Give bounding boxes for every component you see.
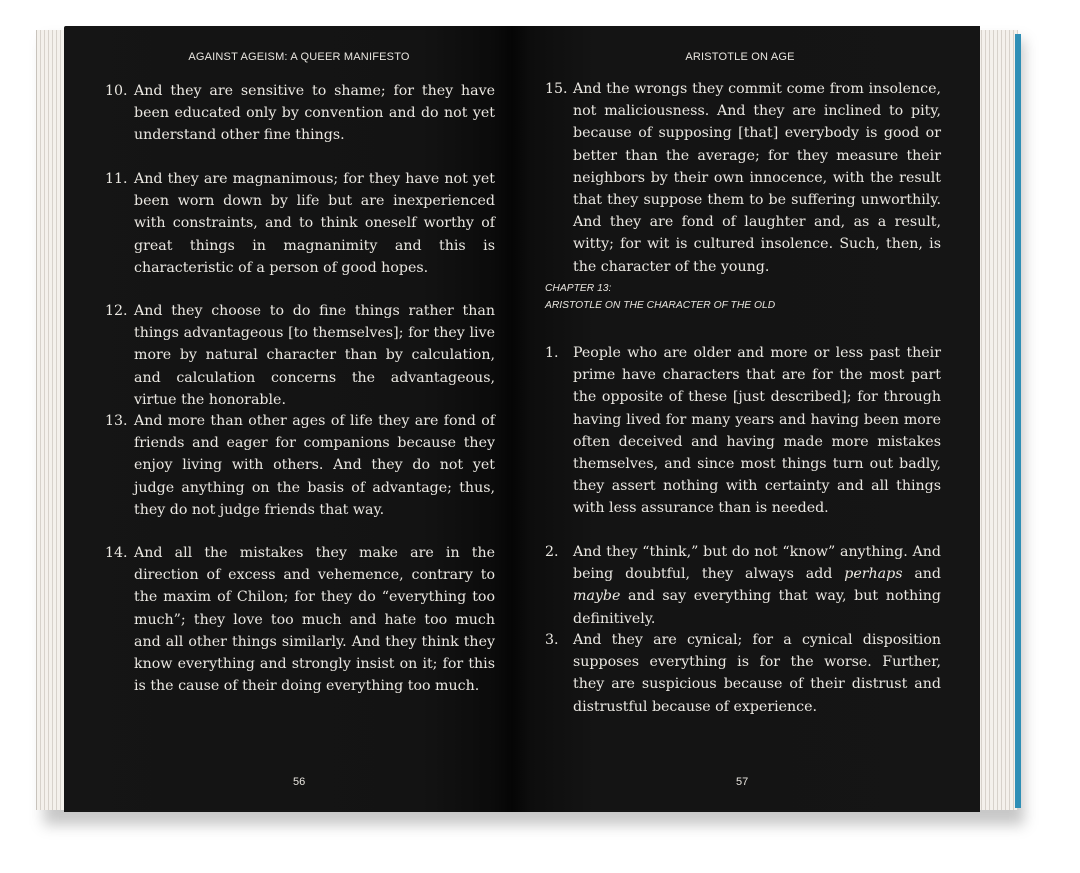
item-number: 14. bbox=[105, 545, 128, 561]
item-text: And they are magnanimous; for they have not yet been worn down by life but are inexperienced with constraints, and to think oneself worthy of great things in magnanimity and this is characteristic of a person of good hopes. bbox=[134, 171, 495, 276]
item-number: 10. bbox=[105, 83, 128, 99]
chapter-label: CHAPTER 13: bbox=[545, 283, 612, 294]
item-number: 1. bbox=[545, 345, 559, 361]
item-number: 15. bbox=[545, 81, 568, 97]
item-text: And all the mistakes they make are in the direction of excess and vehemence, contrary to the maxim of Chilon; for they do “everything too much”; they love too much and hate too much and all other things similarly. And they think they know everything and strongly insist on it; for this is the cause of their doing everything too much. bbox=[134, 545, 495, 695]
italic-word: perhaps bbox=[844, 566, 903, 583]
item-number: 12. bbox=[105, 303, 128, 319]
right-running-head: ARISTOTLE ON AGE bbox=[685, 51, 795, 63]
item-number: 3. bbox=[545, 632, 559, 648]
left-page bbox=[64, 26, 512, 812]
back-cover-edge bbox=[1015, 34, 1021, 808]
item-text: And they are cynical; for a cynical disposition supposes everything is for the worse. Further, they are suspicious because of their distrust and distrustful because of experience. bbox=[573, 632, 941, 715]
chapter-title: ARISTOTLE ON THE CHARACTER OF THE OLD bbox=[545, 300, 776, 311]
right-page bbox=[512, 26, 980, 812]
item-number: 13. bbox=[105, 413, 128, 429]
item-text: People who are older and more or less past their prime have characters that are for the most part the opposite of these [just described]; for through having lived for many years and having been more often deceived and having made more mistakes themselves, and since most things turn out badly, they assert nothing with certainty and all things with less assurance than is needed. bbox=[573, 345, 941, 517]
left-page-edges bbox=[36, 30, 67, 810]
item-text: And they choose to do fine things rather than things advantageous [to themselves]; for they live more by natural character than by calculation, and calculation concerns the advantageous, virtue the honorable. bbox=[134, 303, 495, 408]
item-text-part: and say everything that way, but nothing definitively. bbox=[573, 588, 941, 627]
item-number: 2. bbox=[545, 544, 559, 560]
item-text: And more than other ages of life they are fond of friends and eager for companions because they enjoy living with others. And they do not yet judge anything on the basis of advantage; thus, they do not judge friends that way. bbox=[134, 413, 495, 518]
left-page-number: 56 bbox=[293, 776, 306, 788]
item-text-part: and bbox=[902, 566, 941, 583]
right-page-number: 57 bbox=[736, 776, 749, 788]
item-text-part: And they “think,” but do not “know” anything. And being doubtful, they always add bbox=[573, 544, 941, 583]
left-running-head: AGAINST AGEISM: A QUEER MANIFESTO bbox=[188, 51, 410, 63]
right-page-edges bbox=[978, 30, 1018, 810]
item-number: 11. bbox=[105, 171, 128, 187]
item-text: And the wrongs they commit come from insolence, not maliciousness. And they are inclined to pity, because of supposing [that] everybody is good or better than the average; for they measure their neighbors by their own innocence, with the result that they suppose them to be suffering unworthily. And they are fond of laughter and, as a result, witty; for wit is cultured insolence. Such, then, is the character of the young. bbox=[573, 81, 941, 275]
italic-word: maybe bbox=[573, 588, 621, 605]
item-text bbox=[573, 541, 941, 630]
item-text: And they are sensitive to shame; for they have been educated only by convention and do not yet understand other fine things. bbox=[134, 83, 495, 144]
